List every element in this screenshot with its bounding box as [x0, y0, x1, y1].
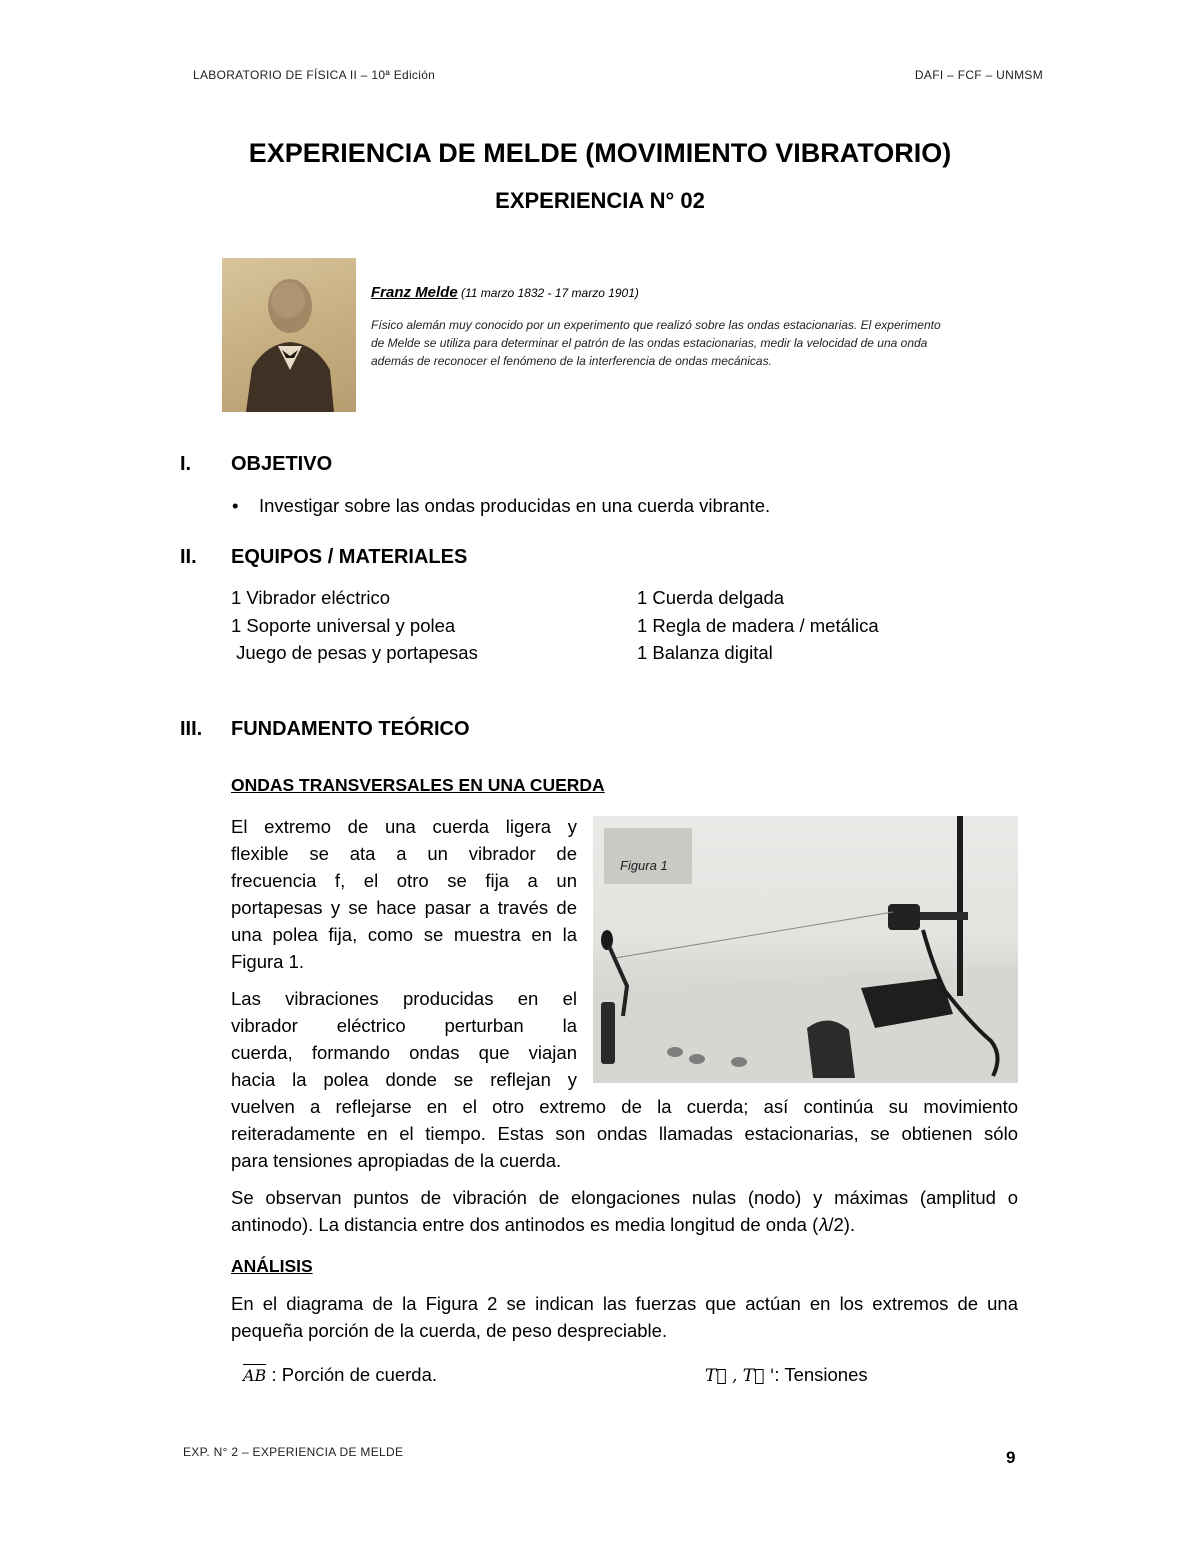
ondas-paragraph-2	[231, 985, 577, 1093]
analisis-paragraph	[231, 1290, 1018, 1344]
material-item: Juego de pesas y portapesas	[231, 642, 478, 663]
tension-definition	[705, 1361, 868, 1390]
page-subtitle: EXPERIENCIA N° 02	[495, 188, 705, 213]
materials-right	[637, 584, 879, 667]
text-line: flexible se ata a un vibrador de	[231, 843, 577, 864]
section-2-number: II.	[180, 546, 197, 568]
text-line: cuerda, formando ondas que viajan	[231, 1042, 577, 1063]
header-right: DAFI – FCF – UNMSM	[914, 68, 1043, 82]
text-line: reiteradamente en el tiempo. Estas son ondas llamadas estacionarias, se obtienen sólo	[231, 1123, 1018, 1144]
ab-text: : Porción de cuerda.	[266, 1364, 438, 1385]
material-item: 1 Vibrador eléctrico	[231, 587, 391, 608]
text-line: vuelven a reflejarse en el otro extremo de la cuerda; así continúa su movimiento	[231, 1096, 1018, 1117]
weight	[689, 1054, 705, 1064]
ondas-heading: ONDAS TRANSVERSALES EN UNA CUERDA	[231, 775, 605, 795]
footer-left: EXP. N° 2 – EXPERIENCIA DE MELDE	[183, 1445, 404, 1459]
section-1-title: OBJETIVO	[231, 453, 333, 475]
ruler-roll	[807, 1020, 855, 1078]
text-line: portapesas y se hace pasar a través de	[231, 897, 577, 918]
section-2-title: EQUIPOS / MATERIALES	[231, 546, 468, 568]
text-line: Las vibraciones producidas en el	[231, 988, 577, 1009]
page-title: EXPERIENCIA DE MELDE (MOVIMIENTO VIBRATORIO)	[248, 138, 952, 168]
vibrator-clamp	[920, 912, 968, 920]
page-number: 9	[1006, 1448, 1016, 1467]
ab-definition	[243, 1361, 437, 1389]
material-item: 1 Soporte universal y polea	[231, 614, 456, 636]
objective-text: Investigar sobre las ondas producidas en una cuerda vibrante.	[259, 495, 771, 516]
figure-label: Figura 1	[620, 858, 668, 873]
ab-symbol: AB	[243, 1366, 267, 1385]
ondas-paragraph-1	[231, 813, 577, 975]
material-item: 1 Cuerda delgada	[637, 587, 785, 608]
weight-holder	[601, 1002, 615, 1064]
bio-line: Físico alemán muy conocido por un experimento que realizó sobre las ondas estacionarias. El experimento	[371, 318, 941, 332]
bio-line: de Melde se utiliza para determinar el patrón de las ondas estacionarias, medir la velocidad de una onda	[371, 336, 928, 350]
apparatus-drawing	[593, 816, 1018, 1083]
material-item: 1 Balanza digital	[637, 642, 773, 663]
weight	[667, 1047, 683, 1057]
header-left: LABORATORIO DE FÍSICA II – 10ª Edición	[193, 68, 436, 82]
portrait-image	[222, 258, 356, 412]
table-surface	[593, 964, 1018, 1083]
text-line: pequeña porción de la cuerda, de peso despreciable.	[231, 1320, 668, 1341]
analisis-heading: ANÁLISIS	[231, 1256, 313, 1276]
bio-dates: (11 marzo 1832 - 17 marzo 1901)	[457, 286, 639, 300]
text-line: Se observan puntos de vibración de elongaciones nulas (nodo) y máximas (amplitud o	[231, 1187, 1018, 1208]
figure-1-photo	[593, 816, 1018, 1083]
tension-text: : Tensiones	[774, 1364, 868, 1385]
bio-text	[371, 316, 1011, 370]
bio-line: además de reconocer el fenómeno de la interferencia de ondas mecánicas.	[371, 354, 772, 368]
text-line: vibrador eléctrico perturban la	[231, 1015, 577, 1036]
ondas-paragraph-2-continued	[231, 1093, 1018, 1174]
tension-symbol: T⃗ , T⃗ '	[705, 1366, 775, 1386]
weight	[731, 1057, 747, 1067]
text-line: El extremo de una cuerda ligera y	[231, 816, 577, 837]
text-line: una polea fija, como se muestra en la	[231, 924, 577, 945]
text-line: Figura 1.	[231, 951, 305, 972]
section-3-number: III.	[180, 718, 203, 740]
bio-heading	[371, 284, 639, 301]
material-item: 1 Regla de madera / metálica	[637, 614, 879, 636]
section-1-number: I.	[180, 453, 192, 475]
ondas-paragraph-3	[231, 1184, 1018, 1238]
section-3-title: FUNDAMENTO TEÓRICO	[231, 718, 470, 740]
text-line: En el diagrama de la Figura 2 se indican las fuerzas que actúan en los extremos de una	[231, 1293, 1018, 1314]
bullet-dot: •	[232, 495, 239, 516]
text-line: antinodo). La distancia entre dos antinodos es media longitud de onda (𝜆/2).	[231, 1214, 856, 1235]
portrait-drawing	[222, 258, 356, 412]
text-line: frecuencia f, el otro se fija a un	[231, 870, 577, 891]
materials-left	[231, 584, 478, 667]
string	[615, 912, 893, 958]
text-line: hacia la polea donde se reflejan y	[231, 1069, 577, 1090]
bio-name: Franz Melde	[371, 284, 458, 301]
text-line: para tensiones apropiadas de la cuerda.	[231, 1150, 562, 1171]
vibrator	[888, 904, 920, 930]
stand-rod	[957, 816, 963, 996]
